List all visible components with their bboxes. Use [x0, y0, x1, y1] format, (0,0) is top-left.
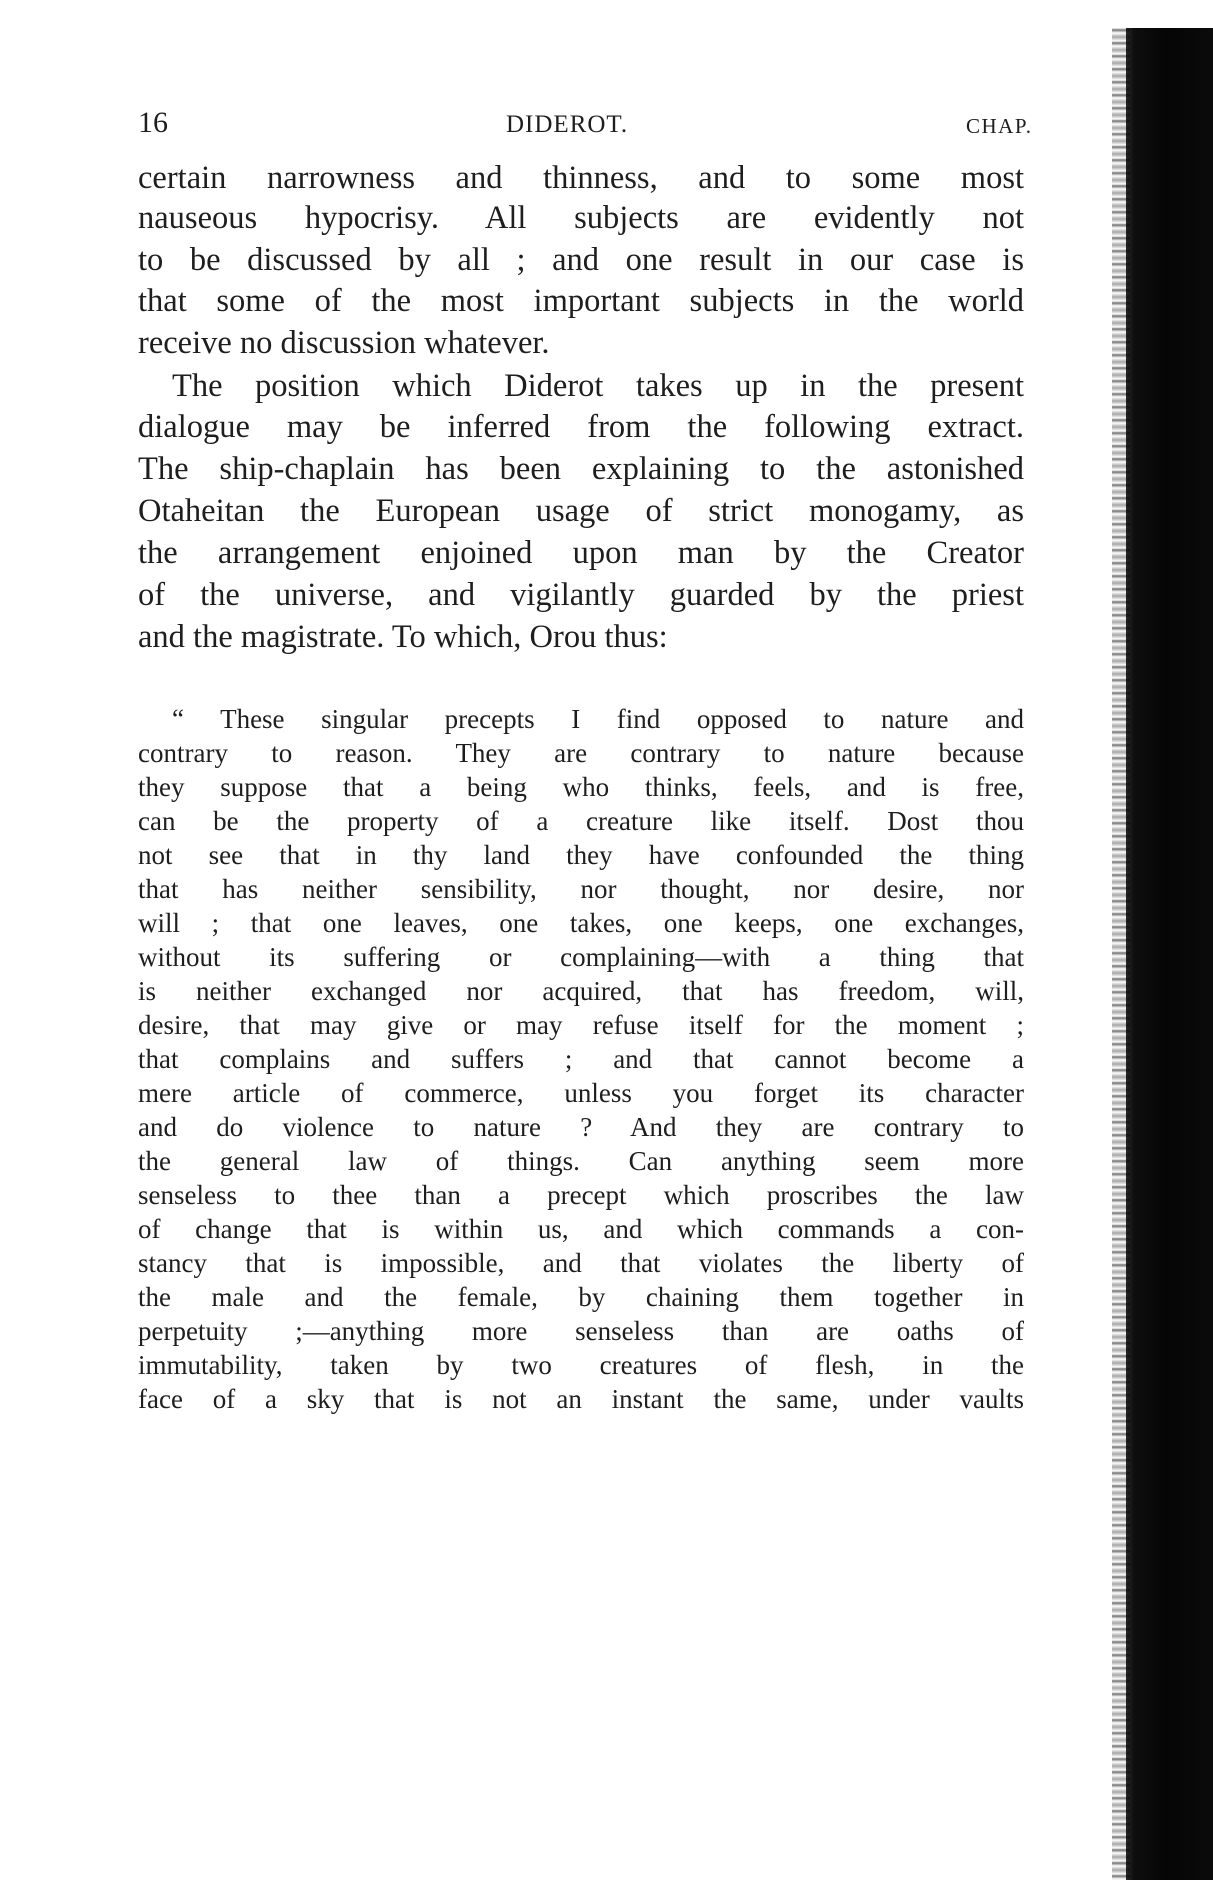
quote-line: that complains and suffers ; and that cannot become a [138, 1044, 1024, 1074]
text-line: and the magistrate. To which, Orou thus: [138, 619, 668, 655]
quote-line: contrary to reason. They are contrary to nature because [138, 738, 1024, 768]
quote-line: is neither exchanged nor acquired, that has freedom, will, [138, 976, 1024, 1006]
text-line: nauseous hypocrisy. All subjects are evidently not [138, 200, 1024, 236]
quote-line: will ; that one leaves, one takes, one keeps, one exchanges, [138, 908, 1024, 938]
page-number: 16 [138, 106, 168, 139]
text-line: Otaheitan the European usage of strict monogamy, as [138, 493, 1024, 529]
quote-line: face of a sky that is not an instant the same, under vaults [138, 1384, 1024, 1414]
quote-line: senseless to thee than a precept which proscribes the law [138, 1180, 1024, 1210]
quote-line: desire, that may give or may refuse itself for the moment ; [138, 1010, 1024, 1040]
quote-line: the general law of things. Can anything seem more [138, 1146, 1024, 1176]
chapter-mark: CHAP. [966, 114, 1033, 138]
quote-line: without its suffering or complaining—with a thing that [138, 942, 1024, 972]
quote-line: the male and the female, by chaining them together in [138, 1282, 1024, 1312]
quote-line: stancy that is impossible, and that violates the liberty of [138, 1248, 1024, 1278]
book-binding-shadow [1126, 28, 1213, 1880]
quote-line: they suppose that a being who thinks, feels, and is free, [138, 772, 1024, 802]
text-line: the arrangement enjoined upon man by the Creator [138, 535, 1024, 571]
text-line: dialogue may be inferred from the following extract. [138, 409, 1024, 445]
text-line: certain narrowness and thinness, and to some most [138, 160, 1024, 196]
text-line: of the universe, and vigilantly guarded by the priest [138, 577, 1024, 613]
quote-line: not see that in thy land they have confounded the thing [138, 840, 1024, 870]
quote-line: can be the property of a creature like itself. Dost thou [138, 806, 1024, 836]
binding-edge-texture [1112, 28, 1130, 1880]
text-line: The position which Diderot takes up in the present [172, 368, 1024, 404]
quote-line: “ These singular precepts I find opposed to nature and [172, 704, 1024, 734]
running-head: DIDEROT. [506, 111, 629, 138]
text-line: to be discussed by all ; and one result in our case is [138, 242, 1024, 278]
quote-line: that has neither sensibility, nor thought, nor desire, nor [138, 874, 1024, 904]
quote-line: mere article of commerce, unless you forget its character [138, 1078, 1024, 1108]
text-line: that some of the most important subjects in the world [138, 283, 1024, 319]
text-line: receive no discussion whatever. [138, 325, 550, 361]
quote-line: and do violence to nature ? And they are contrary to [138, 1112, 1024, 1142]
quote-line: of change that is within us, and which commands a con- [138, 1214, 1024, 1244]
quote-line: perpetuity ;—anything more senseless than are oaths of [138, 1316, 1024, 1346]
quote-line: immutability, taken by two creatures of flesh, in the [138, 1350, 1024, 1380]
text-line: The ship-chaplain has been explaining to the astonished [138, 451, 1024, 487]
